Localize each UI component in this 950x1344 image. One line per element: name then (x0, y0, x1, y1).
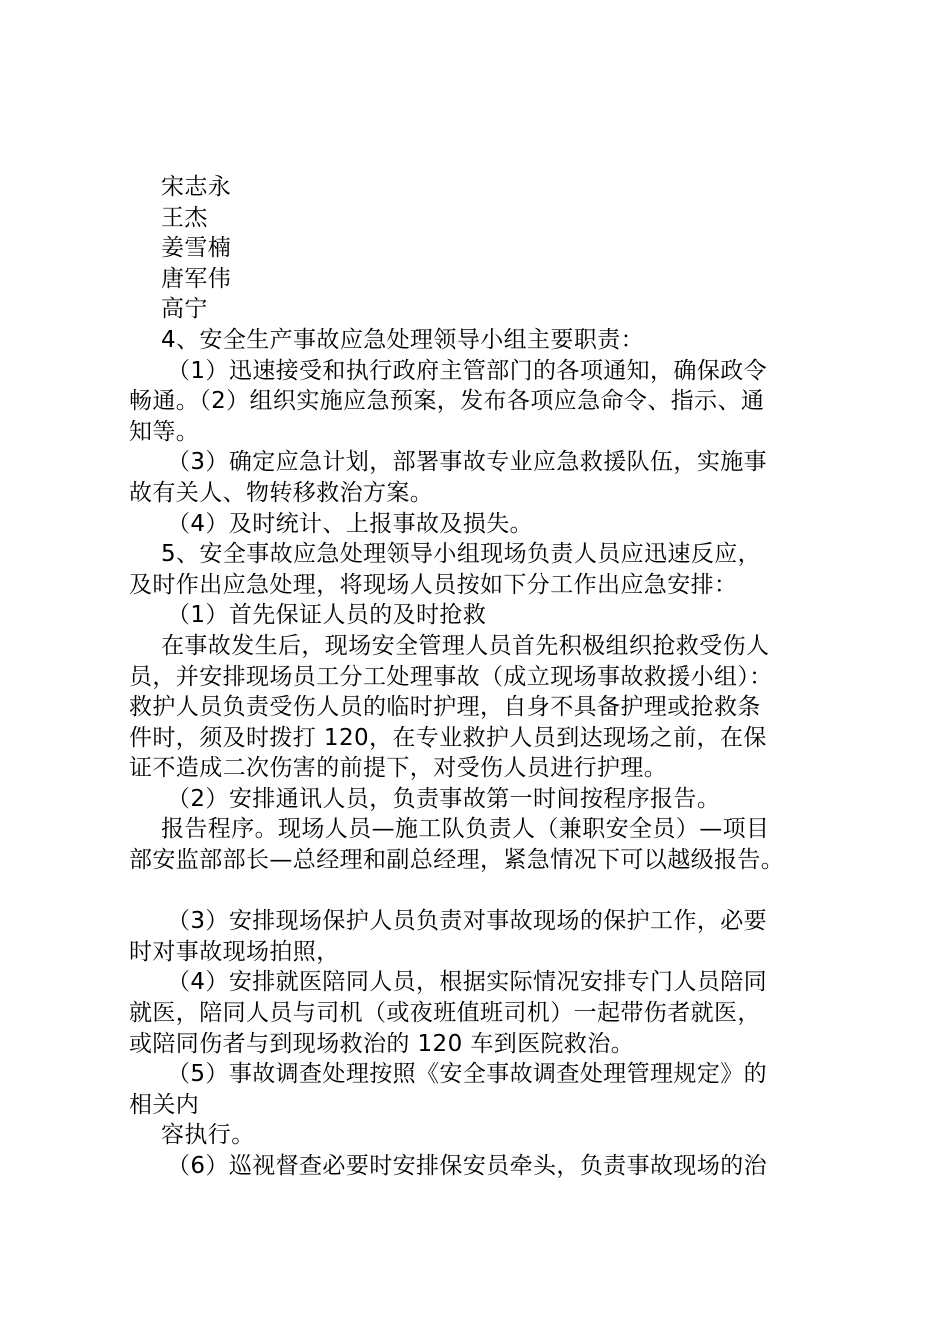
section-heading: 5、安全事故应急处理领导小组现场负责人员应迅速反应， (161, 541, 762, 568)
text-line: （3）确定应急计划，部署事故专业应急救援队伍，实施事 (167, 449, 768, 476)
text-line: 在事故发生后，现场安全管理人员首先积极组织抢救受伤人 (161, 632, 770, 659)
text-line: 相关内 (129, 1091, 200, 1118)
text-line: 就医，陪同人员与司机（或夜班值班司机）一起带伤者就医， (129, 1000, 761, 1027)
text-line: 报告程序。现场人员—施工队负责人（兼职安全员）—项目 (161, 816, 770, 843)
blank-line (129, 876, 849, 907)
text-line: 容执行。 (161, 1122, 255, 1149)
text-line: （2）安排通讯人员，负责事故第一时间按程序报告。 (167, 785, 721, 812)
text-line: 及时作出应急处理，将现场人员按如下分工作出应急安排： (129, 571, 738, 598)
text-line: （4）及时统计、上报事故及损失。 (167, 510, 534, 537)
text-line: 唐军伟 (161, 265, 232, 292)
text-line: （3）安排现场保护人员负责对事故现场的保护工作，必要 (167, 908, 768, 935)
text-line: （4）安排就医陪同人员，根据实际情况安排专门人员陪同 (167, 969, 768, 996)
text-line: 部安监部部长—总经理和副总经理，紧急情况下可以越级报告。 (129, 847, 785, 874)
text-line: （1）迅速接受和执行政府主管部门的各项通知，确保政令 (167, 357, 768, 384)
text-line: 时对事故现场拍照， (129, 938, 340, 965)
text-line: （5）事故调查处理按照《安全事故调查处理管理规定》的 (167, 1061, 768, 1088)
text-line: 证不造成二次伤害的前提下，对受伤人员进行护理。 (129, 755, 668, 782)
section-heading: 4、安全生产事故应急处理领导小组主要职责： (161, 326, 645, 353)
text-line: 姜雪楠 (161, 235, 232, 262)
text-line: 知等。 (129, 418, 200, 445)
text-line: 或陪同伤者与到现场救治的 120 车到医院救治。 (129, 1030, 635, 1057)
document-body (129, 172, 849, 1182)
text-line: 故有关人、物转移救治方案。 (129, 479, 434, 506)
text-line: （1）首先保证人员的及时抢救 (167, 602, 487, 629)
text-line: 畅通。（2）组织实施应急预案，发布各项应急命令、指示、通 (129, 388, 765, 415)
text-line: 高宁 (161, 296, 208, 323)
text-line: 员，并安排现场员工分工处理事故（成立现场事故救援小组）： (129, 663, 773, 690)
text-line: 王杰 (161, 204, 208, 231)
text-line: 宋志永 (161, 174, 232, 200)
text-line: 件时，须及时拨打 120，在专业救护人员到达现场之前，在保 (129, 724, 767, 751)
text-line: （6）巡视督查必要时安排保安员牵头，负责事故现场的治 (167, 1153, 768, 1179)
text-line: 救护人员负责受伤人员的临时护理，自身不具备护理或抢救条 (129, 694, 761, 721)
